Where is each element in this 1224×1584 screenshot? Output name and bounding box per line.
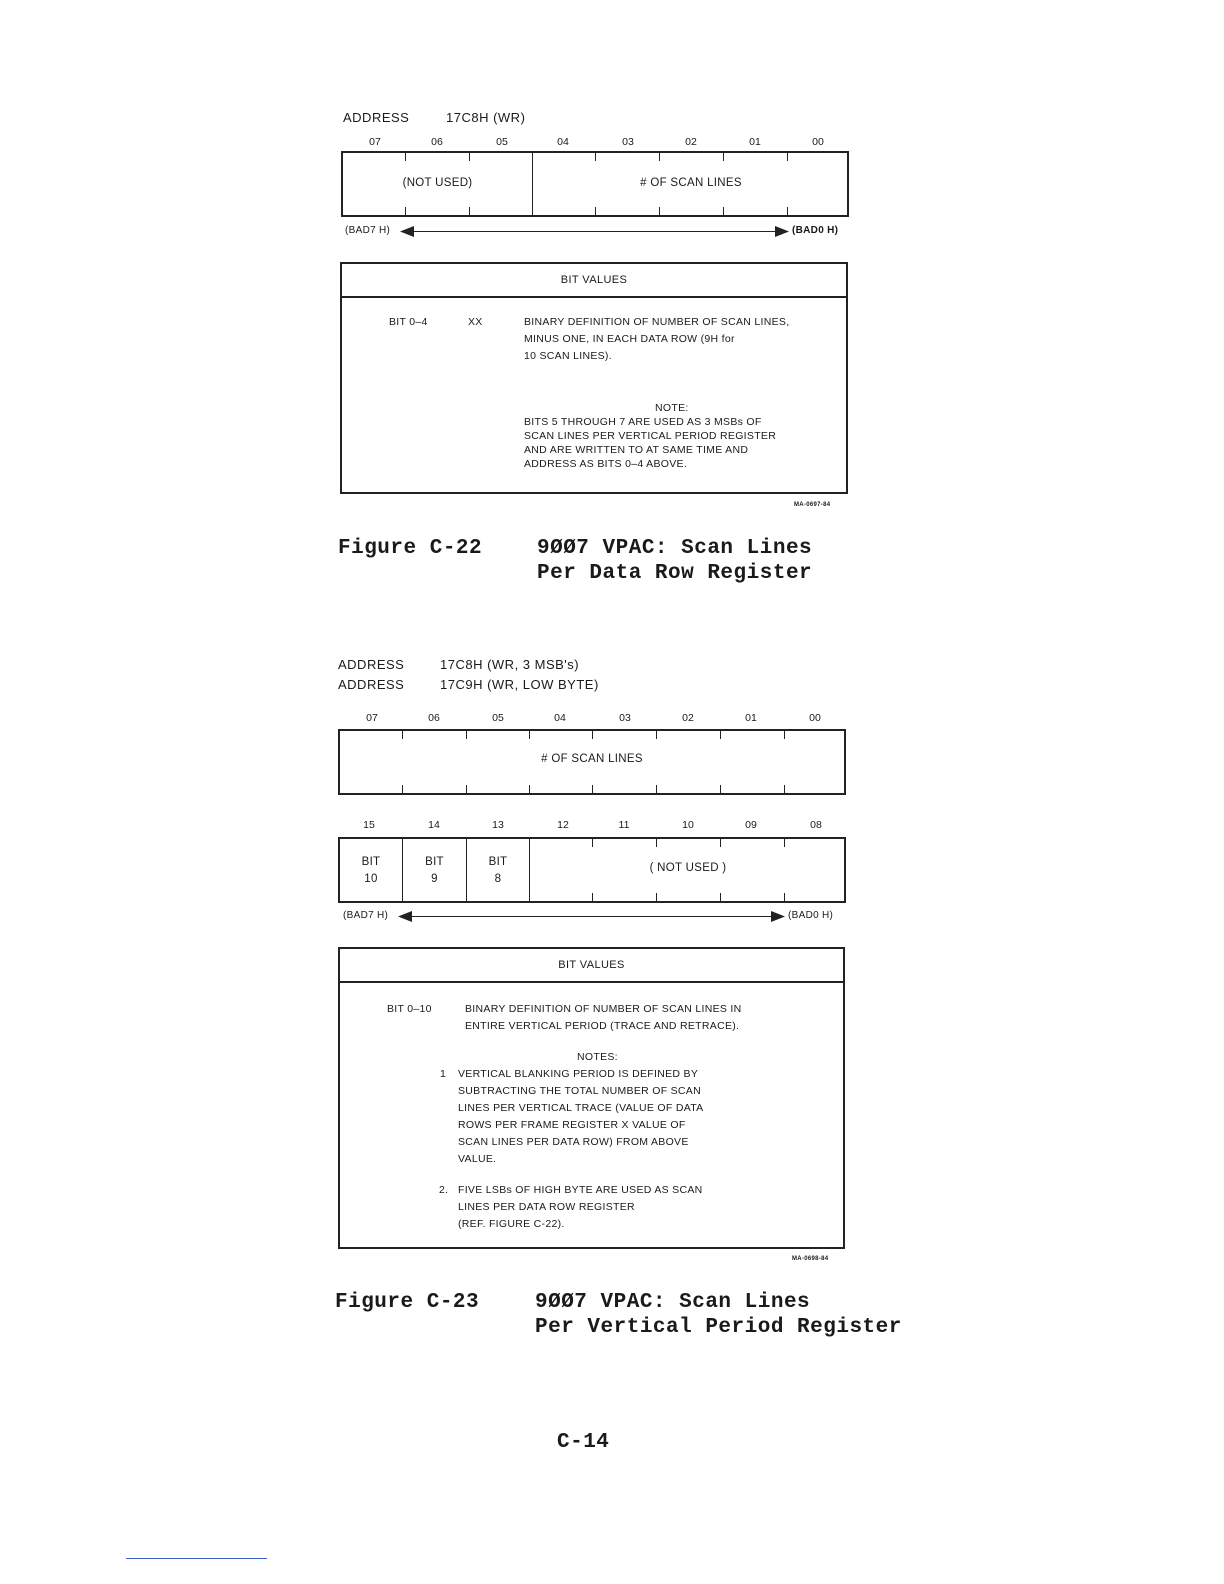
note-block: NOTE: BITS 5 THROUGH 7 ARE USED AS 3 MSBs OF SCAN LINES PER VERTICAL PERIOD REGISTER AND ARE WRITTEN TO AT SAME TIME AND ADDRESS AS BITS 0–4 ABOVE.: [524, 402, 777, 470]
note-2: FIVE LSBs OF HIGH BYTE ARE USED AS SCAN LINES PER DATA ROW REGISTER (REF. FIGURE C-22).: [458, 1184, 703, 1230]
bit-number: 13: [492, 819, 504, 831]
bit-number: 07: [366, 712, 378, 724]
bit-values-table: [338, 947, 845, 1249]
address-label: ADDRESS: [338, 657, 405, 672]
bit-number: 12: [557, 819, 569, 831]
address-value: 17C9H (WR, LOW BYTE): [440, 677, 599, 692]
bit-number: 02: [685, 136, 697, 148]
bit-number: 06: [431, 136, 443, 148]
bus-right-label: (BAD0 H): [788, 910, 834, 921]
bit-number: 15: [363, 819, 375, 831]
note-1: VERTICAL BLANKING PERIOD IS DEFINED BY SUBTRACTING THE TOTAL NUMBER OF SCAN LINES PER VERTICAL TRACE (VALUE OF DATA ROWS PER FRAME REGISTER X VALUE OF SCAN LINES PER DATA ROW) FROM ABOVE VALUE.: [458, 1068, 704, 1165]
register-diagram: [341, 151, 849, 217]
bit-number: 01: [749, 136, 761, 148]
field-not-used: (NOT USED): [402, 177, 473, 189]
notes-title: NOTES:: [577, 1051, 618, 1063]
figure-title: 9ØØ7 VPAC: Scan Lines Per Data Row Register: [537, 537, 813, 585]
bit-values-header: BIT VALUES: [340, 949, 843, 983]
arrow-right-icon: [771, 911, 785, 922]
figure-label: Figure C-22: [338, 537, 483, 560]
arrow-left-icon: [400, 226, 414, 237]
address-label: ADDRESS: [338, 677, 405, 692]
field-scan-lines: # OF SCAN LINES: [640, 177, 742, 189]
address-value: 17C8H (WR, 3 MSB's): [440, 657, 580, 672]
field-scan-lines: # OF SCAN LINES: [541, 753, 643, 765]
bit-number: 05: [492, 712, 504, 724]
reference-code: MA-0698-84: [792, 1256, 829, 1262]
note-number: 1: [440, 1068, 447, 1080]
bus-left-label: (BAD7 H): [343, 910, 389, 921]
bit-description: BINARY DEFINITION OF NUMBER OF SCAN LINES, MINUS ONE, IN EACH DATA ROW (9H for 10 SCAN LINES).: [524, 316, 790, 362]
bit-number: 00: [812, 136, 824, 148]
bit-values-table: [340, 262, 848, 494]
bit-cell-9: BIT 9: [425, 856, 444, 885]
bus-right-label: (BAD0 H): [792, 225, 839, 236]
bit-label: BIT 0–10: [387, 1003, 432, 1015]
bit-cell-8: BIT 8: [488, 856, 508, 885]
bit-number: 00: [809, 712, 821, 724]
bit-cell-10: BIT 10: [361, 856, 381, 885]
bit-values-header: BIT VALUES: [342, 264, 846, 298]
page-number: C-14: [557, 1431, 610, 1454]
bit-number: 04: [554, 712, 566, 724]
bus-left-label: (BAD7 H): [345, 225, 391, 236]
bus-arrow: [408, 916, 776, 917]
bit-number: 04: [557, 136, 569, 148]
bit-description: BINARY DEFINITION OF NUMBER OF SCAN LINES IN ENTIRE VERTICAL PERIOD (TRACE AND RETRACE).: [465, 1003, 742, 1032]
bit-number: 06: [428, 712, 440, 724]
bit-number: 09: [745, 819, 757, 831]
bit-number: 14: [428, 819, 440, 831]
bit-number: 08: [810, 819, 822, 831]
note-number: 2.: [439, 1184, 449, 1196]
address-label: ADDRESS: [343, 110, 410, 125]
arrow-left-icon: [398, 911, 412, 922]
field-not-used: ( NOT USED ): [649, 862, 727, 874]
bit-label: BIT 0–4: [389, 316, 428, 328]
arrow-right-icon: [775, 226, 789, 237]
bit-value: XX: [468, 316, 483, 328]
bit-number: 02: [682, 712, 694, 724]
footer-rule: [126, 1558, 267, 1559]
register-low-byte: [338, 729, 846, 795]
bit-number: 03: [622, 136, 634, 148]
address-value: 17C8H (WR): [446, 110, 526, 125]
bit-number: 05: [496, 136, 508, 148]
reference-code: MA-0697-84: [794, 502, 831, 508]
bit-number: 10: [682, 819, 694, 831]
bit-number: 11: [618, 819, 630, 831]
bit-number: 03: [619, 712, 631, 724]
bus-arrow: [410, 231, 780, 232]
bit-number: 01: [745, 712, 757, 724]
note-title: NOTE:: [655, 402, 689, 414]
register-high-byte: [338, 837, 846, 903]
bit-number: 07: [369, 136, 381, 148]
figure-title: 9ØØ7 VPAC: Scan Lines Per Vertical Period Register: [535, 1291, 902, 1339]
figure-label: Figure C-23: [335, 1291, 480, 1314]
